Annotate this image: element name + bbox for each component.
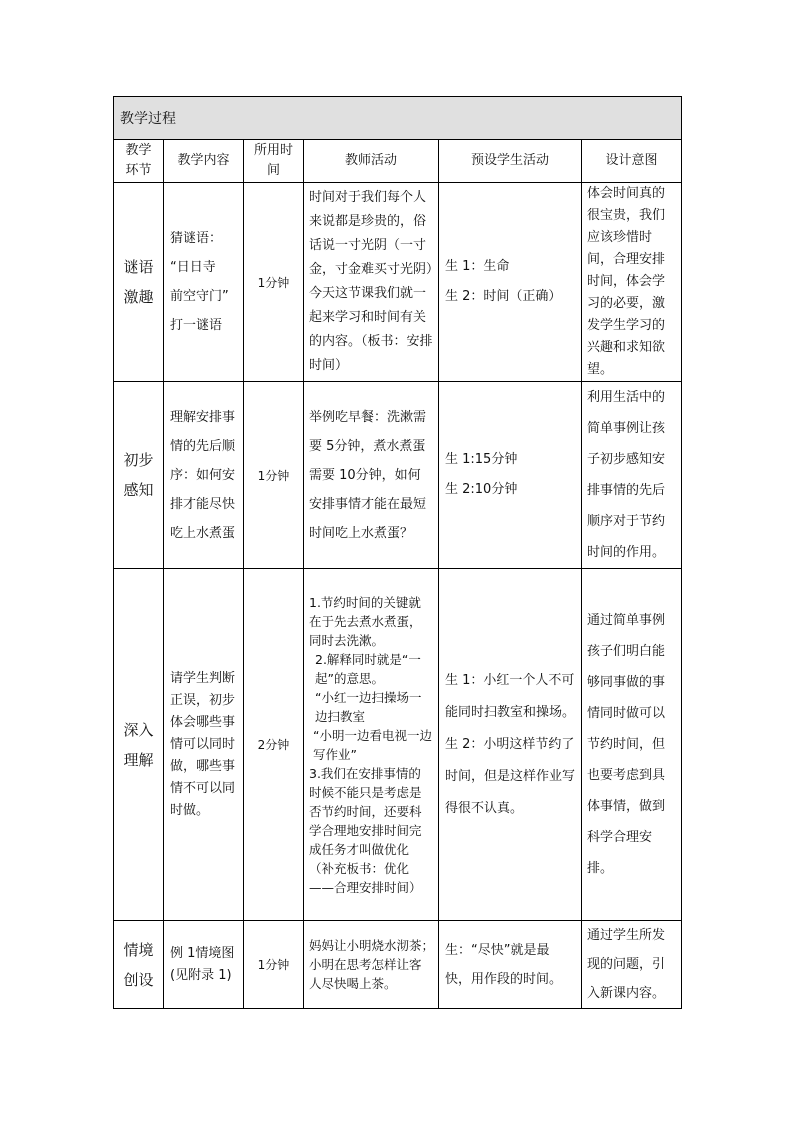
teacher-line: 1.节约时间的关键就在于先去煮水煮蛋，同时去洗漱。 (309, 594, 422, 648)
table-row (114, 569, 682, 921)
content-line: “日日寺 (170, 260, 216, 275)
time-cell: 1分钟 (244, 921, 304, 1009)
student-line: 生 1:15分钟 (445, 452, 518, 467)
student-cell (439, 382, 582, 569)
stage-line: 谜语 (123, 258, 154, 276)
content-cell: 请学生判断正误，初步体会哪些事情可以同时做，哪些事情不可以同时做。 (164, 569, 244, 921)
teacher-line: 3.我们在安排事情的时候不能只是考虑是否节约时间，还要科学合理地安排时间完成任务才叫做优化（补充板书：优化——合理安排时间） (309, 765, 422, 895)
table-row (114, 382, 682, 569)
stage-line: 理解 (123, 750, 154, 769)
table-row (114, 183, 682, 382)
content-cell: 理解安排事情的先后顺序：如何安排才能尽快吃上水煮蛋 (164, 382, 244, 569)
intent-cell: 利用生活中的简单事例让孩子初步感知安排事情的先后顺序对于节约时间的作用。 (582, 382, 682, 569)
teaching-process-table (113, 96, 682, 1009)
teacher-cell: 时间对于我们每个人来说都是珍贵的，俗话说一寸光阴（一寸金，寸金难买寸光阴）今天这节课我们就一起来学习和时间有关的内容。（板书：安排时间） (304, 183, 439, 382)
content-line: 前空守门” (170, 289, 229, 304)
time-cell: 1分钟 (244, 183, 304, 382)
stage-cell (114, 183, 164, 382)
stage-cell (114, 569, 164, 921)
teacher-line: “小红一边扫操场一边扫教室 (315, 689, 422, 724)
intent-cell: 通过简单事例孩子们明白能够同事做的事情同时做可以节约时间，但也要考虑到具体事情，做到科学合理安排。 (582, 569, 682, 921)
student-line: 生 2：小明这样节约了时间，但是这样作业写得很不认真。 (445, 736, 576, 816)
content-line: 猜谜语： (170, 231, 223, 246)
table-row (114, 921, 682, 1009)
stage-cell (114, 921, 164, 1009)
header-stage: 教学环节 (114, 140, 164, 183)
content-cell (164, 183, 244, 382)
student-line: 生 1：生命 (445, 259, 510, 274)
stage-line: 初步 (123, 451, 154, 469)
header-student: 预设学生活动 (439, 140, 582, 183)
stage-line: 感知 (123, 481, 154, 499)
time-cell: 1分钟 (244, 382, 304, 569)
teacher-line: “小明一边看电视一边写作业” (313, 727, 432, 762)
intent-cell: 体会时间真的很宝贵，我们应该珍惜时间，合理安排时间，体会学习的必要，激发学生学习的兴趣和求知欲望。 (582, 183, 682, 382)
header-time: 所用时间 (244, 140, 304, 183)
stage-line: 激趣 (123, 288, 154, 306)
teacher-cell: 举例吃早餐：洗漱需要 5分钟，煮水煮蛋需要 10分钟，如何安排事情才能在最短时间吃上水煮蛋？ (304, 382, 439, 569)
student-line: 生 2:10分钟 (445, 482, 518, 497)
table-title: 教学过程 (114, 97, 682, 140)
student-line: 生 2：时间（正确） (445, 289, 562, 304)
content-cell: 例 1情境图(见附录 1) (164, 921, 244, 1009)
stage-line: 深入 (123, 720, 154, 739)
teacher-cell (304, 569, 439, 921)
teacher-cell: 妈妈让小明烧水沏茶； 小明在思考怎样让客人尽快喝上茶。 (304, 921, 439, 1009)
teacher-line: 2.解释同时就是“一起”的意思。 (315, 651, 421, 686)
student-cell (439, 569, 582, 921)
stage-line: 创设 (123, 970, 154, 989)
header-content: 教学内容 (164, 140, 244, 183)
student-cell (439, 183, 582, 382)
stage-line: 情境 (123, 940, 154, 959)
student-cell: 生：“尽快”就是最快，用作段的时间。 (439, 921, 582, 1009)
stage-cell (114, 382, 164, 569)
student-line: 生 1：小红一个人不可能同时扫教室和操场。 (445, 672, 576, 720)
header-row (114, 140, 682, 183)
content-line: 打一谜语 (170, 318, 223, 333)
time-cell: 2分钟 (244, 569, 304, 921)
header-teacher: 教师活动 (304, 140, 439, 183)
header-intent: 设计意图 (582, 140, 682, 183)
intent-cell: 通过学生所发现的问题，引入新课内容。 (582, 921, 682, 1009)
